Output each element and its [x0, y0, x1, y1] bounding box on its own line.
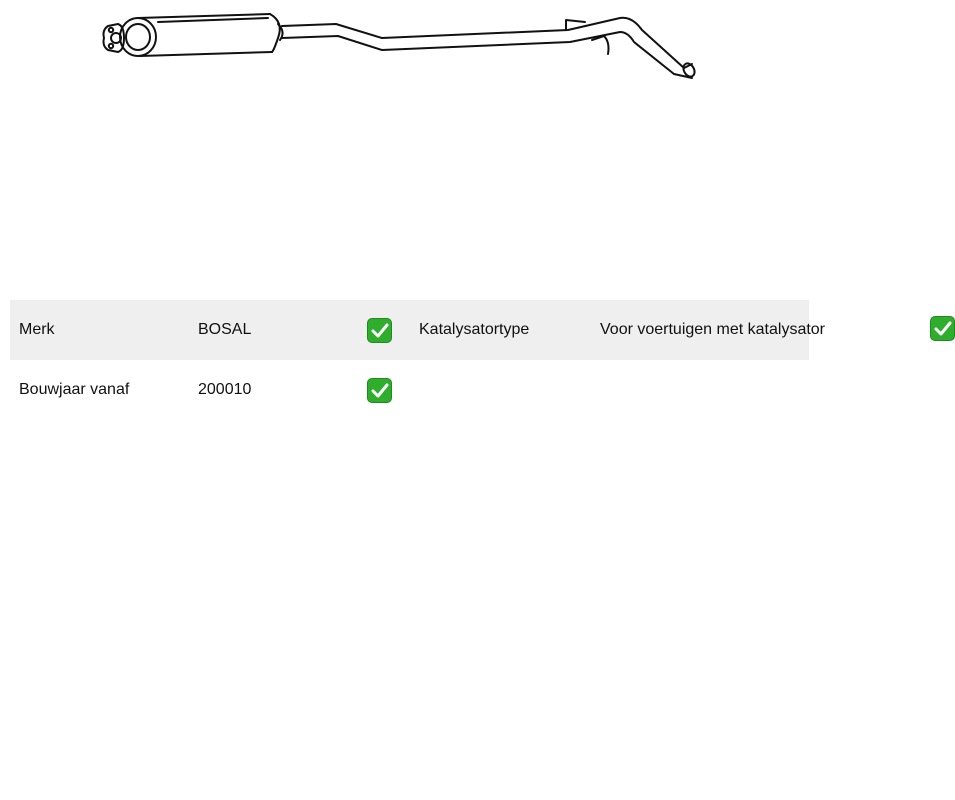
spec-label: Katalysatortype	[419, 321, 530, 338]
table-row	[10, 300, 417, 360]
product-image	[100, 10, 700, 82]
spec-table-left	[10, 300, 417, 420]
spec-label: Bouwjaar vanaf	[19, 381, 130, 398]
green-checkmark-icon	[367, 318, 392, 343]
spec-table-right	[410, 300, 826, 360]
spec-value: Voor voertuigen met katalysator	[600, 321, 826, 338]
green-checkmark-icon	[367, 378, 392, 403]
table-row	[10, 360, 417, 420]
spec-label: Merk	[19, 321, 55, 338]
table-row	[410, 300, 809, 360]
spec-value: BOSAL	[198, 321, 252, 338]
green-checkmark-icon	[930, 316, 955, 341]
spec-value: 200010	[198, 381, 252, 398]
